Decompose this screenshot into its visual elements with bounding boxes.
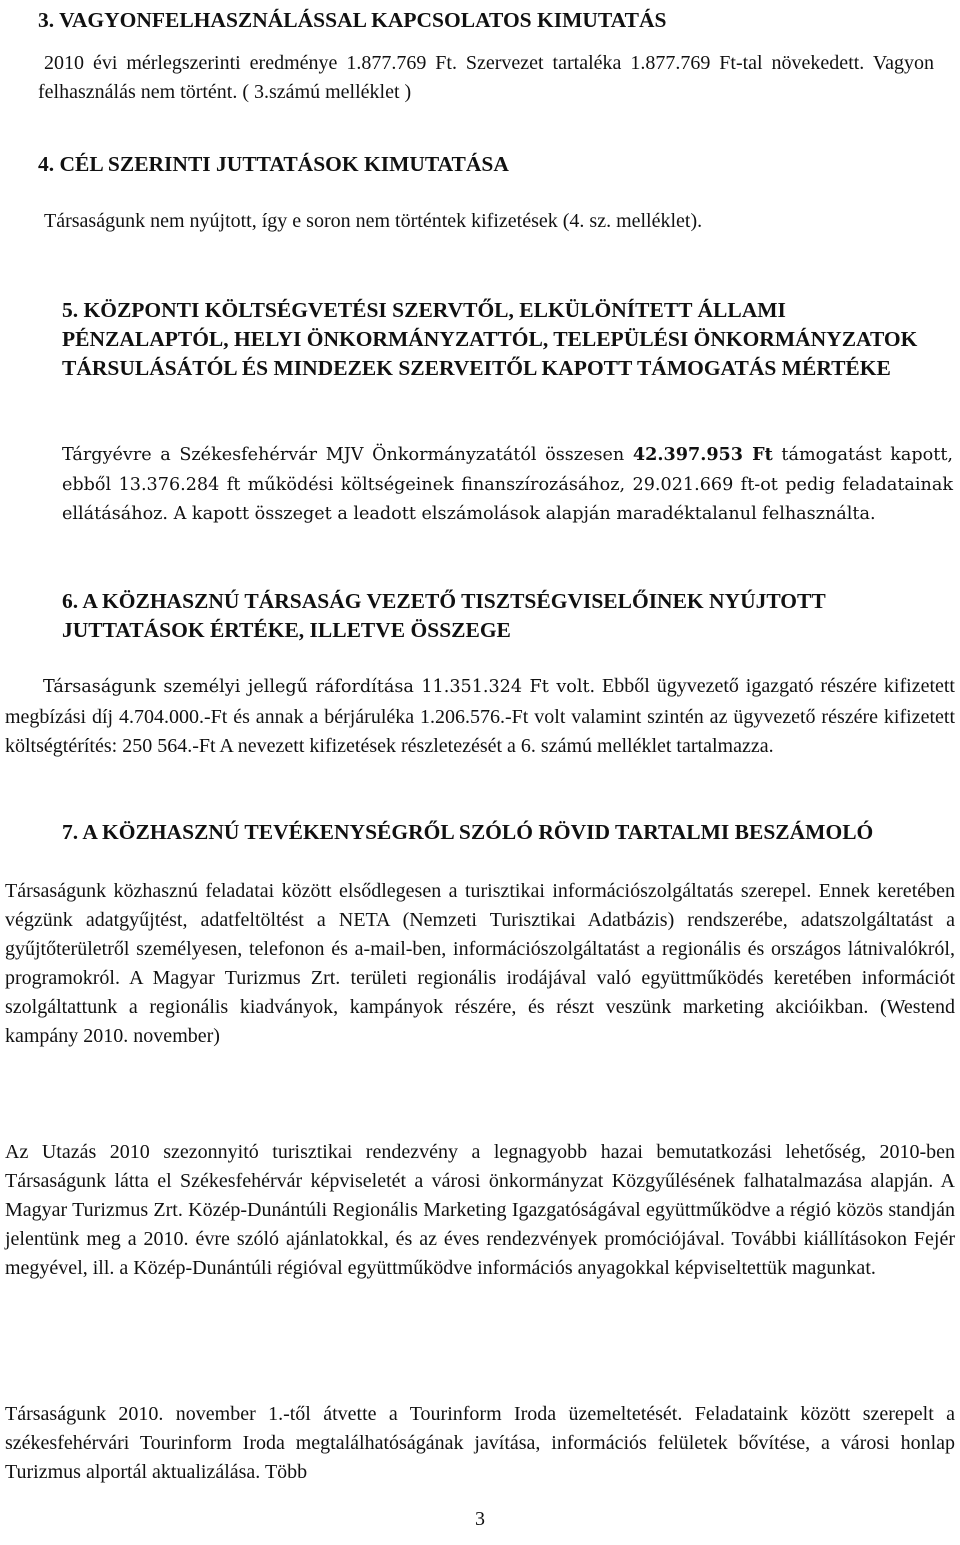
section-7-heading: 7. A KÖZHASZNÚ TEVÉKENYSÉGRŐL SZÓLÓ RÖVID TARTALMI BESZÁMOLÓ: [62, 820, 874, 844]
page-number: 3: [475, 1508, 485, 1530]
section-6-heading: 6. A KÖZHASZNÚ TÁRSASÁG VEZETŐ TISZTSÉGVISELŐINEK NYÚJTOTT JUTTATÁSOK ÉRTÉKE, ILLETVE ÖSSZEGE: [62, 589, 826, 642]
section-7-paragraph-1: Társaságunk közhasznú feladatai között elsődlegesen a turisztikai információszolgáltatás szerepel. Ennek keretében végzünk adatgyűjtést, adatfeltöltést a NETA (Nemzeti Turisztikai Adatbázis) rendszerébe, adatszolgáltatást a gyűjtőterületről személyesen, telefonon és a-mail-ben, információszolgáltatást a regionális és országos látnivalókról, programokról. A Magyar Turizmus Zrt. területi regionális irodájával való együttműködés keretében információt szolgáltattunk a regionális kiadványok, kampányok részére, és részt veszünk marketing akcióikban. (Westend kampány 2010. november): [5, 880, 955, 1047]
section-4-heading: 4. CÉL SZERINTI JUTTATÁSOK KIMUTATÁSA: [38, 152, 509, 176]
section-3-heading: 3. VAGYONFELHASZNÁLÁSSAL KAPCSOLATOS KIMUTATÁS: [38, 8, 667, 32]
section-6-body-lead: Társaságunk személyi jellegű ráfordítása 11.351.324 Ft volt.: [43, 677, 596, 697]
section-5-body-rest: támogatást kapott, ebből 13.376.284 ft működési költségeinek finanszírozásához, 29.021.669 ft-ot pedig feladatainak ellátásához. A kapott összeget a leadott elszámolások alapján maradéktalanul felhasználta.: [62, 445, 954, 524]
section-5-amount: 42.397.953 Ft: [632, 444, 773, 465]
section-7-paragraph-2: Az Utazás 2010 szezonnyitó turisztikai rendezvény a legnagyobb hazai bemutatkozási lehetőség, 2010-ben Társaságunk látta el Székesfehérvár képviseletét a városi önkormányzat Közgyűlésének falhatalmazása alapján. A Magyar Turizmus Zrt. Közép-Dunántúli Regionális Marketing Igazgatóságával együttműködve a régió közös standján jelentünk meg a 2010. évre szóló ajánlatokkal, és az éves rendezvények promóciójával. További kiállításokon Fejér megyével, ill. a Közép-Dunántúli régióval együttműködve információs anyagokkal képviseltettük magunkat.: [5, 1141, 955, 1279]
section-5-body: [62, 440, 953, 530]
section-5-heading: 5. KÖZPONTI KÖLTSÉGVETÉSI SZERVTŐL, ELKÜLÖNÍTETT ÁLLAMI PÉNZALAPTÓL, HELYI ÖNKORMÁNYZATTÓL, TELEPÜLÉSI ÖNKORMÁNYZATOK TÁRSULÁSÁTÓL ÉS MINDEZEK SZERVEITŐL KAPOTT TÁMOGATÁS MÉRTÉKE: [62, 298, 918, 380]
section-5-body-text: Tárgyévre a Székesfehérvár MJV Önkormányzatától összesen: [62, 445, 633, 465]
section-6-body: [5, 672, 955, 761]
section-4-body: Társaságunk nem nyújtott, így e soron nem történtek kifizetések (4. sz. melléklet).: [44, 210, 703, 232]
section-3-body: 2010 évi mérlegszerinti eredménye 1.877.769 Ft. Szervezet tartaléka 1.877.769 Ft-tal növekedett. Vagyon felhasználás nem történt. ( 3.számú melléklet ): [38, 52, 934, 103]
section-6-body-rest: Ebből ügyvezető igazgató részére kifizetett megbízási díj 4.704.000.-Ft és annak a bérjáruléka 1.206.576.-Ft volt valamint szintén az ügyvezető részére kifizetett költségtérítés: 250 564.-Ft A nevezett kifizetések részletezését a 6. számú melléklet tartalmazza.: [5, 675, 955, 757]
section-7-paragraph-3: Társaságunk 2010. november 1.-től átvette a Tourinform Iroda üzemeltetését. Feladataink között szerepelt a székesfehérvári Tourinform Iroda megtalálhatóságának javítása, információs felületek bővítése, a városi honlap Turizmus alportál aktualizálása. Több: [5, 1403, 955, 1483]
